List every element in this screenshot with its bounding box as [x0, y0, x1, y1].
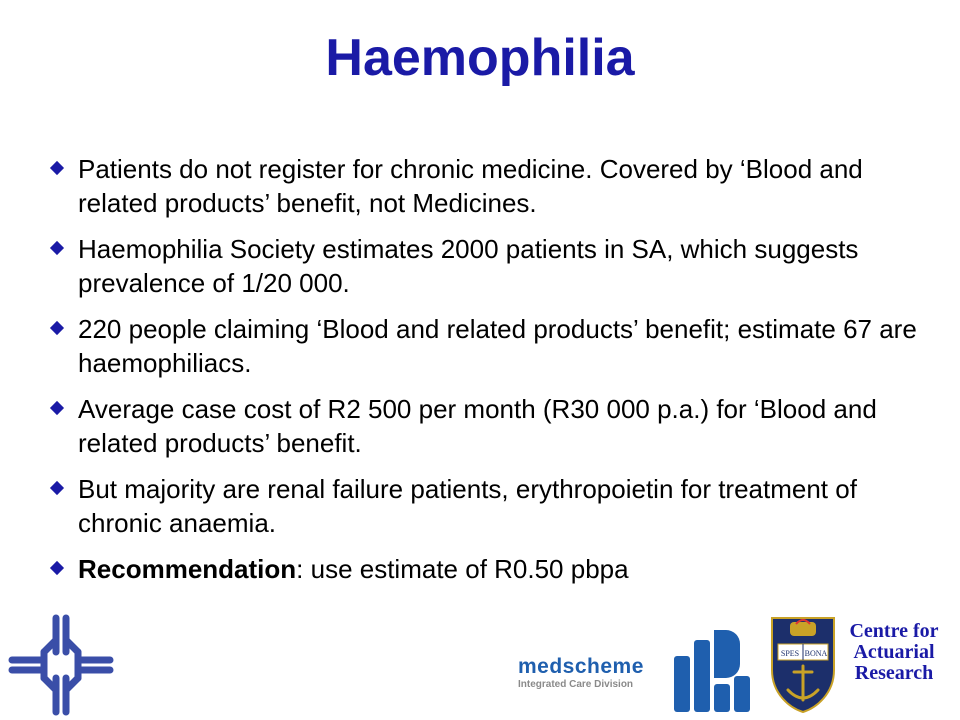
bullet-item: [48, 472, 918, 540]
bullet-text: Patients do not register for chronic medicine. Covered by ‘Blood and related products’ benefit, not Medicines.: [78, 154, 863, 218]
diamond-bullet-icon: [50, 241, 64, 255]
car-line-3: Research: [854, 662, 934, 684]
medscheme-symbol-icon: [670, 626, 760, 716]
bullet-text: Haemophilia Society estimates 2000 patients in SA, which suggests prevalence of 1/20 000.: [78, 234, 859, 298]
car-line-2: Actuarial: [853, 641, 935, 663]
diamond-bullet-icon: [50, 481, 64, 495]
bullet-text: 220 people claiming ‘Blood and related products’ benefit; estimate 67 are haemophiliacs.: [78, 314, 917, 378]
recommendation-text: : use estimate of R0.50 pbpa: [296, 554, 629, 584]
slide-title: Haemophilia: [325, 29, 635, 87]
medscheme-division: Integrated Care Division: [518, 679, 634, 690]
car-line-1: Centre for: [849, 620, 939, 642]
bullet-item: [48, 152, 918, 220]
diamond-bullet-icon: [50, 401, 64, 415]
bullet-item: [48, 312, 918, 380]
diamond-bullet-icon: [50, 161, 64, 175]
university-crest-icon: [770, 614, 836, 714]
medscheme-name: medscheme: [518, 655, 644, 678]
bullet-list: [48, 152, 918, 598]
bullet-item: [48, 232, 918, 300]
bullet-text: Average case cost of R2 500 per month (R30 000 p.a.) for ‘Blood and related products’ benefit.: [78, 394, 877, 458]
bullet-item-recommendation: [48, 552, 918, 586]
bullet-text: But majority are renal failure patients, erythropoietin for treatment of chronic anaemia.: [78, 474, 857, 538]
svg-text:SPES: SPES: [780, 649, 800, 658]
diamond-bullet-icon: [50, 561, 64, 575]
recommendation-label: Recommendation: [78, 554, 297, 584]
diamond-bullet-icon: [50, 321, 64, 335]
svg-text:BONA: BONA: [804, 649, 828, 658]
centre-actuarial-research-label: [842, 621, 946, 684]
cross-knot-logo-icon: [6, 612, 116, 718]
medscheme-logo: [518, 655, 658, 691]
bullet-item: [48, 392, 918, 460]
